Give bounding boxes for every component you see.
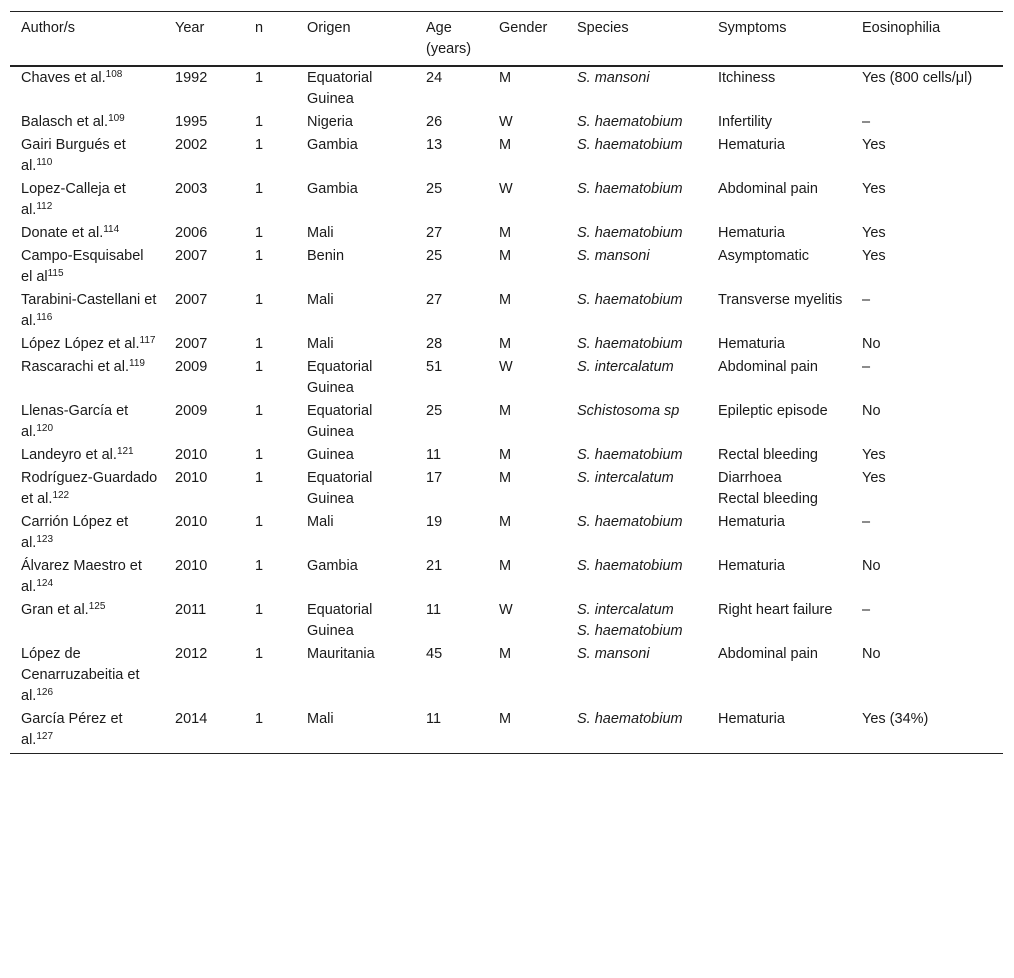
cell-n: 1 <box>255 646 264 662</box>
cell-species <box>566 333 707 356</box>
species-name: S. haematobium <box>577 181 683 197</box>
cell-age: 13 <box>426 137 443 153</box>
cell-gender: M <box>499 514 512 530</box>
symptom-text: Epileptic episode <box>718 403 828 419</box>
cell-year: 2009 <box>175 359 208 375</box>
reference-number: 124 <box>36 578 54 589</box>
species-name: S. haematobium <box>577 336 683 352</box>
header-n: n <box>244 12 296 67</box>
cell-year: 2010 <box>175 447 208 463</box>
cell-symptoms <box>707 111 851 134</box>
header-age: Age (years) <box>415 12 488 67</box>
author-text: Landeyro et al. <box>21 447 117 463</box>
cell-origin: Equatorial Guinea <box>307 602 373 639</box>
cell-species <box>566 708 707 754</box>
cell-eosinophilia: – <box>862 514 871 530</box>
species-name: S. haematobium <box>577 137 683 153</box>
cell-n: 1 <box>255 514 264 530</box>
cell-eosinophilia: No <box>862 403 881 419</box>
schistosomiasis-cases-table <box>10 11 1003 754</box>
header-row <box>10 12 1003 67</box>
symptom-text: Abdominal pain <box>718 359 818 375</box>
species-name: S. mansoni <box>577 70 650 86</box>
symptom-text: Diarrhoea <box>718 470 782 486</box>
cell-author <box>10 708 164 754</box>
table-row <box>10 400 1003 444</box>
cell-origin: Guinea <box>307 447 354 463</box>
table-row <box>10 467 1003 511</box>
author-text: Carrión López et al. <box>21 514 129 551</box>
cell-eosinophilia: – <box>862 114 871 130</box>
table-row <box>10 708 1003 754</box>
author-text: Rascarachi et al. <box>21 359 129 375</box>
cell-age: 45 <box>426 646 443 662</box>
symptom-text: Itchiness <box>718 70 776 86</box>
species-name: S. mansoni <box>577 248 650 264</box>
author-text: Rodríguez-Guardado et al. <box>21 470 158 507</box>
symptom-text: Rectal bleeding <box>718 491 818 507</box>
reference-number: 108 <box>105 69 123 80</box>
species-name: S. haematobium <box>577 623 683 639</box>
cell-n: 1 <box>255 336 264 352</box>
table-row <box>10 444 1003 467</box>
species-name: S. intercalatum <box>577 359 674 375</box>
header-symptoms: Symptoms <box>707 12 851 67</box>
cell-gender: M <box>499 558 512 574</box>
cell-species <box>566 289 707 333</box>
cell-symptoms <box>707 400 851 444</box>
cell-year: 2007 <box>175 292 208 308</box>
cell-age: 25 <box>426 248 443 264</box>
cell-species <box>566 400 707 444</box>
author-text: Donate et al. <box>21 225 104 241</box>
reference-number: 125 <box>88 601 106 612</box>
cell-gender: W <box>499 181 513 197</box>
header-year: Year <box>164 12 244 67</box>
table-row <box>10 356 1003 400</box>
cell-eosinophilia: Yes <box>862 470 886 486</box>
cell-age: 28 <box>426 336 443 352</box>
cell-origin: Mali <box>296 708 415 754</box>
cell-author <box>10 599 164 643</box>
cell-gender: M <box>499 292 512 308</box>
cell-eosinophilia: – <box>862 359 871 375</box>
cell-author <box>10 245 164 289</box>
table-row <box>10 643 1003 708</box>
cell-gender: M <box>499 137 512 153</box>
cell-year: 2007 <box>175 248 208 264</box>
reference-number: 115 <box>47 268 64 279</box>
cell-species <box>566 222 707 245</box>
cell-n: 1 <box>255 248 264 264</box>
reference-number: 123 <box>36 534 54 545</box>
reference-number: 110 <box>36 157 53 168</box>
cell-eosinophilia: – <box>862 602 871 618</box>
cell-species <box>566 66 707 111</box>
cell-year: 2002 <box>175 137 208 153</box>
cell-age: 27 <box>426 225 443 241</box>
reference-number: 122 <box>52 490 70 501</box>
species-name: S. intercalatum <box>577 602 674 618</box>
header-author: Author/s <box>10 12 164 67</box>
cell-year: 1992 <box>175 70 208 86</box>
cell-symptoms <box>707 245 851 289</box>
cell-age: 11 <box>426 602 442 618</box>
cell-n: 1 <box>255 470 264 486</box>
author-text: Balasch et al. <box>21 114 109 130</box>
author-text: Álvarez Maestro et al. <box>21 558 142 595</box>
table-row <box>10 134 1003 178</box>
cell-author <box>10 511 164 555</box>
table-row <box>10 333 1003 356</box>
cell-age: 11 <box>415 708 488 754</box>
cell-origin: Equatorial Guinea <box>307 403 373 440</box>
cell-n: 1 <box>255 225 264 241</box>
cell-species <box>566 555 707 599</box>
cell-origin: Nigeria <box>307 114 353 130</box>
cell-n: 1 <box>255 114 264 130</box>
cell-symptoms <box>707 708 851 754</box>
cell-origin: Gambia <box>307 558 358 574</box>
cell-age: 21 <box>426 558 443 574</box>
author-text: López de Cenarruzabeitia et al. <box>21 646 140 704</box>
cell-origin: Mauritania <box>307 646 375 662</box>
symptom-text: Hematuria <box>718 225 785 241</box>
species-name: S. haematobium <box>577 292 683 308</box>
cell-author <box>10 66 164 111</box>
table-row <box>10 555 1003 599</box>
cell-n: 1 <box>255 602 264 618</box>
cell-gender: M <box>499 646 512 662</box>
table-row <box>10 178 1003 222</box>
cell-age: 24 <box>426 70 443 86</box>
reference-number: 116 <box>36 312 53 323</box>
cell-year: 2009 <box>175 403 208 419</box>
cell-n: 1 <box>255 137 264 153</box>
cell-gender: M <box>499 225 512 241</box>
cell-species <box>566 599 707 643</box>
cell-origin: Equatorial Guinea <box>307 359 373 396</box>
cell-author <box>10 643 164 708</box>
author-text: Llenas-García et al. <box>21 403 129 440</box>
cell-n: 1 <box>255 70 264 86</box>
cell-author <box>10 444 164 467</box>
species-name: S. haematobium <box>577 514 683 530</box>
cell-year: 2011 <box>175 602 207 618</box>
reference-number: 126 <box>36 687 54 698</box>
table-row <box>10 599 1003 643</box>
cell-symptoms <box>707 178 851 222</box>
cell-author <box>10 134 164 178</box>
symptom-text: Right heart failure <box>718 602 833 618</box>
species-name: S. mansoni <box>577 646 650 662</box>
author-text: Gairi Burgués et al. <box>21 137 126 174</box>
cell-symptoms <box>707 356 851 400</box>
cell-author <box>10 400 164 444</box>
cell-gender: W <box>499 114 513 130</box>
cell-eosinophilia: Yes <box>862 181 886 197</box>
symptom-text: Asymptomatic <box>718 248 810 264</box>
symptom-text: Transverse myelitis <box>718 292 843 308</box>
cell-origin: Equatorial Guinea <box>307 470 373 507</box>
cell-n: 1 <box>255 447 264 463</box>
cell-eosinophilia: Yes (34%) <box>851 708 1003 754</box>
cell-age: 26 <box>426 114 443 130</box>
table-row <box>10 222 1003 245</box>
symptom-text: Hematuria <box>718 711 785 727</box>
cell-symptoms <box>707 134 851 178</box>
cell-author <box>10 178 164 222</box>
cell-year: 2010 <box>175 470 208 486</box>
cell-eosinophilia: No <box>862 646 881 662</box>
cell-author <box>10 289 164 333</box>
reference-number: 120 <box>36 423 54 434</box>
species-name: S. haematobium <box>577 447 683 463</box>
cell-species <box>566 643 707 708</box>
cell-year: 2010 <box>175 514 208 530</box>
cell-species <box>566 356 707 400</box>
reference-number: 117 <box>139 335 156 346</box>
symptom-text: Rectal bleeding <box>718 447 818 463</box>
symptom-text: Hematuria <box>718 514 785 530</box>
reference-number: 109 <box>108 113 125 124</box>
cell-age: 17 <box>426 470 443 486</box>
cell-n: 1 <box>244 708 296 754</box>
cell-symptoms <box>707 511 851 555</box>
species-name: S. haematobium <box>577 114 683 130</box>
header-gender: Gender <box>488 12 566 67</box>
cell-origin: Benin <box>307 248 345 264</box>
cell-gender: M <box>499 248 512 264</box>
table-row <box>10 245 1003 289</box>
cell-eosinophilia: – <box>862 292 871 308</box>
reference-number: 112 <box>36 201 53 212</box>
cell-gender: M <box>499 470 512 486</box>
reference-number: 114 <box>103 224 120 235</box>
cell-gender: M <box>499 336 512 352</box>
author-text: García Pérez et al. <box>21 711 123 748</box>
cell-symptoms <box>707 222 851 245</box>
cell-species <box>566 111 707 134</box>
cell-eosinophilia: Yes <box>862 447 886 463</box>
cell-origin: Mali <box>307 292 334 308</box>
cell-year: 1995 <box>175 114 208 130</box>
cell-symptoms <box>707 467 851 511</box>
cell-origin: Mali <box>307 225 334 241</box>
table-row <box>10 289 1003 333</box>
author-text: Tarabini-Castellani et al. <box>21 292 157 329</box>
cell-year: 2014 <box>164 708 244 754</box>
cell-origin: Gambia <box>307 137 358 153</box>
cell-species <box>566 178 707 222</box>
cell-year: 2007 <box>175 336 208 352</box>
cell-symptoms <box>707 555 851 599</box>
reference-number: 121 <box>116 446 134 457</box>
species-name: S. haematobium <box>577 558 683 574</box>
table-row <box>10 511 1003 555</box>
table-row <box>10 111 1003 134</box>
symptom-text: Infertility <box>718 114 772 130</box>
cell-author <box>10 356 164 400</box>
cell-symptoms <box>707 444 851 467</box>
species-name: S. haematobium <box>577 225 683 241</box>
species-name: S. intercalatum <box>577 470 674 486</box>
cell-species <box>566 511 707 555</box>
author-text: Gran et al. <box>21 602 89 618</box>
cell-n: 1 <box>255 359 264 375</box>
cell-year: 2006 <box>175 225 208 241</box>
cell-gender: M <box>488 708 566 754</box>
symptom-text: Hematuria <box>718 558 785 574</box>
symptom-text: Hematuria <box>718 336 785 352</box>
cell-eosinophilia: Yes (800 cells/μl) <box>862 70 973 86</box>
table-row <box>10 66 1003 111</box>
cell-gender: M <box>499 447 512 463</box>
cell-origin: Mali <box>307 514 334 530</box>
author-text: López López et al. <box>21 336 140 352</box>
cell-species <box>566 134 707 178</box>
cell-author <box>10 467 164 511</box>
cell-species <box>566 444 707 467</box>
cell-origin: Gambia <box>307 181 358 197</box>
cell-species <box>566 245 707 289</box>
species-name: S. haematobium <box>577 711 683 727</box>
cell-eosinophilia: No <box>862 558 881 574</box>
reference-number: 127 <box>36 731 54 742</box>
cell-symptoms <box>707 643 851 708</box>
cell-age: 11 <box>426 447 442 463</box>
cell-age: 25 <box>426 181 443 197</box>
symptom-text: Hematuria <box>718 137 785 153</box>
symptom-text: Abdominal pain <box>718 646 818 662</box>
cell-origin: Mali <box>307 336 334 352</box>
cell-eosinophilia: No <box>862 336 881 352</box>
cell-age: 19 <box>426 514 443 530</box>
cell-age: 25 <box>426 403 443 419</box>
cell-eosinophilia: Yes <box>862 225 886 241</box>
cell-year: 2003 <box>175 181 208 197</box>
cell-age: 51 <box>426 359 443 375</box>
cell-author <box>10 222 164 245</box>
cell-author <box>10 333 164 356</box>
cell-year: 2010 <box>175 558 208 574</box>
cell-eosinophilia: Yes <box>862 137 886 153</box>
cell-species <box>566 467 707 511</box>
cell-author <box>10 555 164 599</box>
cell-author <box>10 111 164 134</box>
header-eosinophilia: Eosinophilia <box>851 12 1003 67</box>
cell-origin: Equatorial Guinea <box>307 70 373 107</box>
cell-n: 1 <box>255 558 264 574</box>
author-text: Lopez-Calleja et al. <box>21 181 126 218</box>
cell-symptoms <box>707 66 851 111</box>
cell-n: 1 <box>255 403 264 419</box>
cell-symptoms <box>707 289 851 333</box>
cell-gender: W <box>499 359 513 375</box>
cell-symptoms <box>707 333 851 356</box>
cell-eosinophilia: Yes <box>862 248 886 264</box>
author-text: Chaves et al. <box>21 70 106 86</box>
symptom-text: Abdominal pain <box>718 181 818 197</box>
cell-gender: M <box>499 70 512 86</box>
cell-symptoms <box>707 599 851 643</box>
reference-number: 119 <box>129 358 145 369</box>
cell-gender: W <box>499 602 513 618</box>
header-species: Species <box>566 12 707 67</box>
author-text: Campo-Esquisabel el al <box>21 248 144 285</box>
cell-n: 1 <box>255 292 264 308</box>
cell-year: 2012 <box>175 646 208 662</box>
species-name: Schistosoma sp <box>577 403 680 419</box>
cell-age: 27 <box>426 292 443 308</box>
cell-n: 1 <box>255 181 264 197</box>
cell-gender: M <box>499 403 512 419</box>
header-origin: Origen <box>296 12 415 67</box>
